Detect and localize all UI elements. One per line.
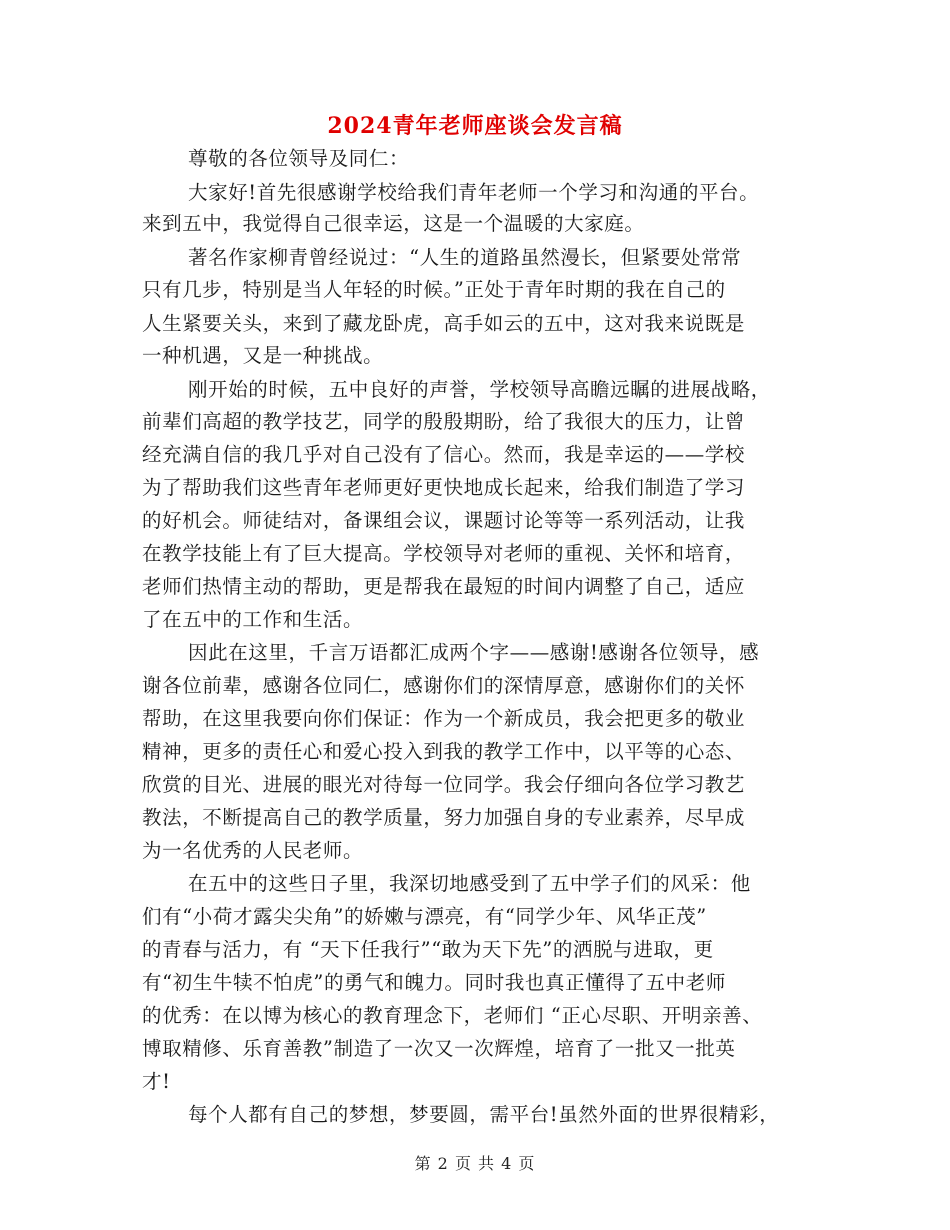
text-line: 的优秀：在以博为核心的教育理念下，老师们 “正心尽职、开明亲善、 bbox=[142, 1004, 763, 1027]
text-line: 在五中的这些日子里，我深切地感受到了五中学子们的风采：他 bbox=[188, 872, 751, 895]
text-line: 有“初生牛犊不怕虎”的勇气和魄力。同时我也真正懂得了五中老师 bbox=[142, 971, 726, 994]
text-line: 才! bbox=[142, 1070, 171, 1093]
text-line: 前辈们高超的教学技艺，同学的殷殷期盼，给了我很大的压力，让曾 bbox=[142, 410, 746, 433]
text-line: 只有几步，特别是当人年轻的时候。”正处于青年时期的我在自己的 bbox=[142, 278, 726, 301]
text-line: 经充满自信的我几乎对自己没有了信心。然而，我是幸运的——学校 bbox=[142, 443, 746, 466]
text-line: 在教学技能上有了巨大提高。学校领导对老师的重视、关怀和培育， bbox=[142, 542, 746, 565]
text-line: 因此在这里，千言万语都汇成两个字——感谢!感谢各位领导，感 bbox=[188, 641, 760, 664]
text-line: 的好机会。师徒结对，备课组会议，课题讨论等等一系列活动，让我 bbox=[142, 509, 746, 532]
text-line: 精神，更多的责任心和爱心投入到我的教学工作中，以平等的心态、 bbox=[142, 740, 746, 763]
text-line: 教法，不断提高自己的教学质量，努力加强自身的专业素养，尽早成 bbox=[142, 806, 746, 829]
page-number-footer: 第 2 页 共 4 页 bbox=[414, 1154, 536, 1173]
text-line: 著名作家柳青曾经说过：“人生的道路虽然漫长，但紧要处常常 bbox=[188, 246, 742, 269]
text-line: 来到五中，我觉得自己很幸运，这是一个温暖的大家庭。 bbox=[142, 212, 645, 235]
text-line: 帮助，在这里我要向你们保证：作为一个新成员，我会把更多的敬业 bbox=[142, 707, 746, 730]
text-line: 刚开始的时候，五中良好的声誉，学校领导高瞻远瞩的进展战略， bbox=[188, 378, 771, 401]
text-line: 尊敬的各位领导及同仁： bbox=[188, 147, 410, 170]
text-line: 老师们热情主动的帮助，更是帮我在最短的时间内调整了自己，适应 bbox=[142, 575, 746, 598]
text-line: 一种机遇，又是一种挑战。 bbox=[142, 344, 384, 367]
text-line: 了在五中的工作和生活。 bbox=[142, 608, 364, 631]
text-line: 为了帮助我们这些青年老师更好更快地成长起来，给我们制造了学习 bbox=[142, 476, 746, 499]
text-line: 们有“小荷才露尖尖角”的娇嫩与漂亮，有“同学少年、风华正茂” bbox=[142, 905, 707, 928]
text-line: 谢各位前辈，感谢各位同仁，感谢你们的深情厚意，感谢你们的关怀 bbox=[142, 674, 746, 697]
text-line: 每个人都有自己的梦想，梦要圆，需平台!虽然外面的世界很精彩， bbox=[188, 1103, 780, 1126]
text-line: 人生紧要关头，来到了藏龙卧虎，高手如云的五中，这对我来说既是 bbox=[142, 312, 746, 335]
text-line: 大家好!首先很感谢学校给我们青年老师一个学习和沟通的平台。 bbox=[188, 181, 760, 204]
text-line: 博取精修、乐育善教”制造了一次又一次辉煌，培育了一批又一批英 bbox=[142, 1037, 736, 1060]
document-title: 2024青年老师座谈会发言稿 bbox=[327, 113, 623, 139]
text-line: 为一名优秀的人民老师。 bbox=[142, 839, 364, 862]
text-line: 的青春与活力，有 “天下任我行”“敢为天下先”的洒脱与进取，更 bbox=[142, 938, 714, 961]
text-line: 欣赏的目光、进展的眼光对待每一位同学。我会仔细向各位学习教艺 bbox=[142, 773, 746, 796]
